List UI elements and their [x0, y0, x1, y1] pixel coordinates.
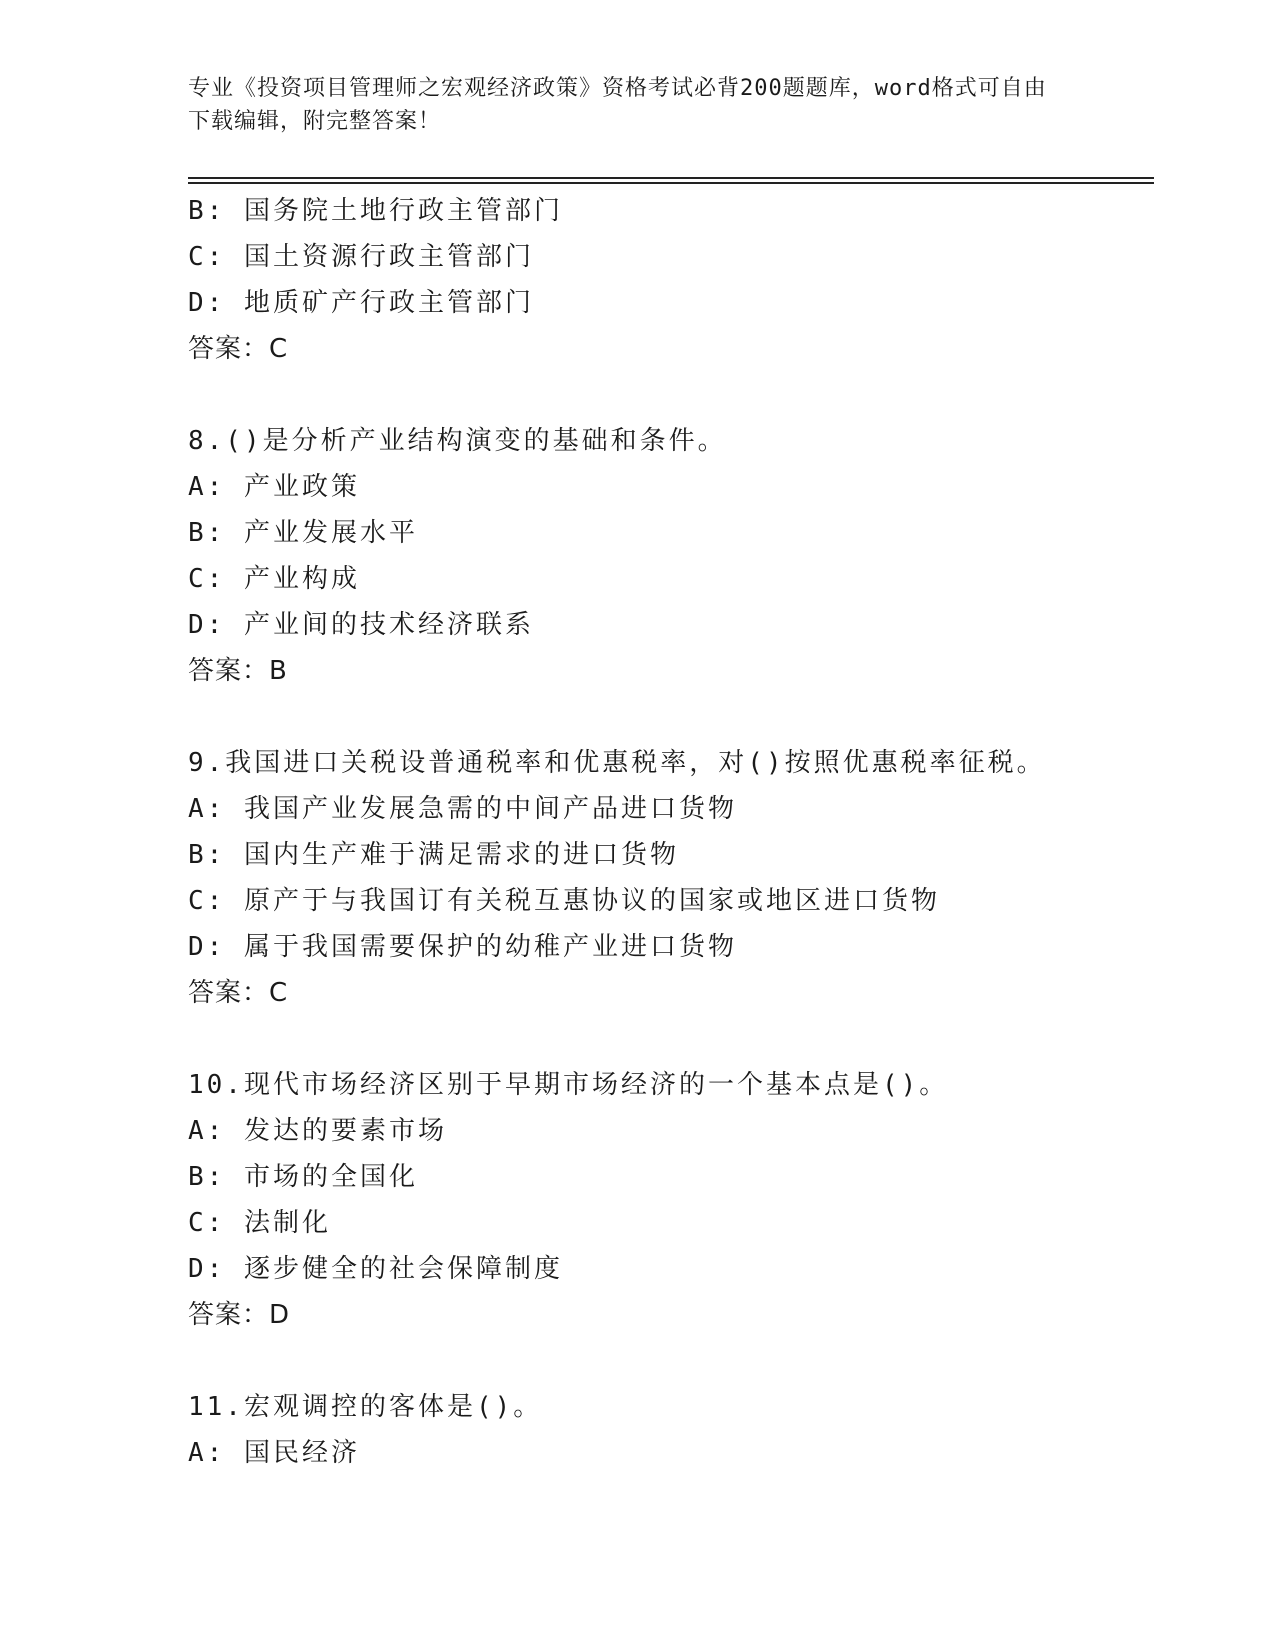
option-d: D: 属于我国需要保护的幼稚产业进口货物 [188, 932, 737, 962]
option-b: B: 市场的全国化 [188, 1162, 418, 1192]
option-b: B: 产业发展水平 [188, 518, 418, 548]
option-c: C: 国土资源行政主管部门 [188, 242, 534, 272]
option-b: B: 国内生产难于满足需求的进口货物 [188, 840, 679, 870]
option-c: C: 产业构成 [188, 564, 360, 594]
option-d: D: 地质矿产行政主管部门 [188, 288, 534, 318]
document-header: 专业《投资项目管理师之宏观经济政策》资格考试必背200题题库，word格式可自由下载编辑，附完整答案！ [188, 76, 1047, 134]
question-stem: 8.()是分析产业结构演变的基础和条件。 [188, 426, 727, 456]
option-a: A: 发达的要素市场 [188, 1116, 447, 1146]
answer-line: 答案：C [188, 334, 289, 364]
answer-line: 答案：D [188, 1300, 291, 1330]
option-d: D: 逐步健全的社会保障制度 [188, 1254, 563, 1284]
option-a: A: 我国产业发展急需的中间产品进口货物 [188, 794, 737, 824]
option-a: A: 国民经济 [188, 1438, 360, 1468]
answer-line: 答案：C [188, 978, 289, 1008]
question-stem: 9.我国进口关税设普通税率和优惠税率，对()按照优惠税率征税。 [188, 748, 1046, 778]
question-stem: 11.宏观调控的客体是()。 [188, 1392, 543, 1422]
question-stem: 10.现代市场经济区别于早期市场经济的一个基本点是()。 [188, 1070, 949, 1100]
option-c: C: 原产于与我国订有关税互惠协议的国家或地区进口货物 [188, 886, 940, 916]
question-list [188, 188, 1154, 1476]
header-rule-top [188, 177, 1154, 179]
option-b: B: 国务院土地行政主管部门 [188, 196, 563, 226]
header-rule-bottom [188, 182, 1154, 184]
option-d: D: 产业间的技术经济联系 [188, 610, 534, 640]
option-c: C: 法制化 [188, 1208, 331, 1238]
answer-line: 答案：B [188, 656, 288, 686]
option-a: A: 产业政策 [188, 472, 360, 502]
